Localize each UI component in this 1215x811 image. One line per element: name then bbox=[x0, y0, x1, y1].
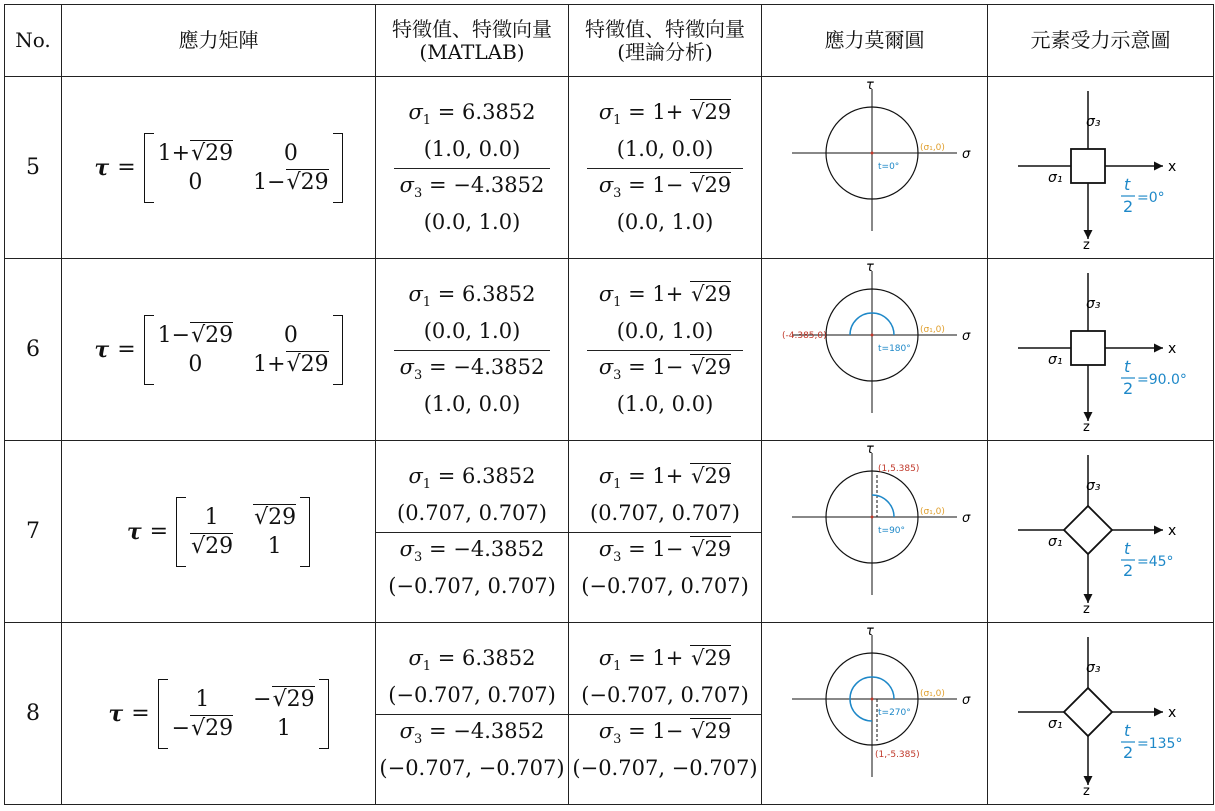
mohr-cell bbox=[762, 259, 988, 441]
matrix-entry: 1−√29 bbox=[157, 322, 234, 348]
tau-axis-label: τ bbox=[866, 80, 874, 93]
tau-axis-label: τ bbox=[866, 262, 874, 275]
matrix-entry: −√29 bbox=[171, 715, 234, 741]
z-axis-label: z bbox=[1083, 237, 1090, 251]
eigenvector-1: (−0.707, 0.707) bbox=[388, 682, 556, 707]
header-element: 元素受力示意圖 bbox=[988, 5, 1214, 77]
matrix-entry: −√29 bbox=[253, 686, 315, 712]
matlab-cell bbox=[376, 259, 569, 441]
mohr-angle-label: t=270° bbox=[878, 707, 911, 718]
th-eigen-block: $\sigma_1 = 1+ √29$ (0.0, 1.0) $\sigma_3 = 1- √29$ (1.0, 0.0) bbox=[569, 277, 761, 423]
matrix-entry: 1 bbox=[267, 533, 282, 559]
t-label: t bbox=[1124, 720, 1131, 740]
element-cell bbox=[988, 623, 1214, 805]
mohr-angle-label: t=180° bbox=[878, 343, 911, 354]
matrix-cell bbox=[62, 623, 376, 805]
eigenvector-3: (−0.707, −0.707) bbox=[572, 755, 758, 780]
tau-axis-label: τ bbox=[866, 626, 874, 639]
matrix-entry: 0 bbox=[188, 351, 203, 377]
matrix-cell bbox=[62, 441, 376, 623]
th-eigen-block: $\sigma_1 = 1+ √29$ (1.0, 0.0) $\sigma_3 = 1- √29$ (0.0, 1.0) bbox=[569, 95, 761, 241]
sigma1-label: σ₁ bbox=[1048, 169, 1063, 186]
mohr-point-label: (σ₁,0) bbox=[920, 324, 945, 335]
sigma-axis-label: σ bbox=[962, 328, 971, 344]
matrix-entry: √29 bbox=[254, 504, 297, 530]
two-label: 2 bbox=[1123, 378, 1134, 398]
header-theory: 特徵值、特徵向量 (理論分析) bbox=[569, 5, 762, 77]
mat-eigen-block: $\sigma_1 = 6.3852$ (0.707, 0.707) $\sigma_3 = -4.3852$ (−0.707, 0.707) bbox=[376, 459, 568, 605]
z-axis-label: z bbox=[1083, 419, 1090, 433]
angle-label: =135° bbox=[1137, 735, 1183, 752]
element-diagram bbox=[988, 445, 1213, 615]
eigenvector-1: (1.0, 0.0) bbox=[616, 136, 714, 161]
mohr-point-label: (σ₁,0) bbox=[920, 688, 945, 699]
stress-table bbox=[4, 4, 1214, 805]
t-label: t bbox=[1124, 538, 1131, 558]
t-label: t bbox=[1124, 174, 1131, 194]
stress-element-box bbox=[1064, 687, 1112, 735]
mohr-point2-label: (1,5.385) bbox=[878, 463, 920, 474]
mat-eigen-block: $\sigma_1 = 6.3852$ (1.0, 0.0) $\sigma_3 = -4.3852$ (0.0, 1.0) bbox=[376, 95, 568, 241]
theory-cell bbox=[569, 441, 762, 623]
matrix-entry: 1−√29 bbox=[253, 169, 329, 195]
eigenvector-3: (1.0, 0.0) bbox=[423, 391, 521, 416]
mohr-point2-label: (-4.385,0) bbox=[782, 330, 827, 341]
matlab-cell bbox=[376, 623, 569, 805]
theory-cell bbox=[569, 259, 762, 441]
matlab-cell bbox=[376, 441, 569, 623]
mohr-point-label: (σ₁,0) bbox=[920, 142, 945, 153]
eigenvector-3: (0.0, 1.0) bbox=[616, 209, 714, 234]
row-number: 6 bbox=[5, 259, 62, 441]
element-diagram bbox=[988, 263, 1213, 433]
matrix-cell bbox=[62, 77, 376, 259]
mohr-point2-label: (1,-5.385) bbox=[875, 749, 920, 760]
stress-element-box bbox=[1071, 331, 1105, 365]
matrix-entry: 0 bbox=[283, 140, 298, 166]
element-cell bbox=[988, 441, 1214, 623]
mohr-angle-label: t=0° bbox=[878, 161, 900, 172]
table-row bbox=[5, 77, 1214, 259]
two-label: 2 bbox=[1123, 742, 1134, 762]
sigma-axis-label: σ bbox=[962, 692, 971, 708]
z-axis-label: z bbox=[1083, 783, 1090, 797]
sigma3-label: σ₃ bbox=[1086, 295, 1101, 312]
sigma1-label: σ₁ bbox=[1048, 715, 1063, 732]
tau-axis-label: τ bbox=[866, 444, 874, 457]
row-number: 5 bbox=[5, 77, 62, 259]
mohr-circle bbox=[762, 263, 987, 433]
table-row bbox=[5, 623, 1214, 805]
x-axis-label: x bbox=[1168, 522, 1177, 539]
mohr-cell bbox=[762, 623, 988, 805]
th-eigen-block: $\sigma_1 = 1+ √29$ (−0.707, 0.707) $\sigma_3 = 1- √29$ (−0.707, −0.707) bbox=[569, 641, 761, 787]
mohr-circle bbox=[762, 627, 987, 797]
row-number: 8 bbox=[5, 623, 62, 805]
header-matlab: 特徵值、特徵向量 (MATLAB) bbox=[376, 5, 569, 77]
th-eigen-block: $\sigma_1 = 1+ √29$ (0.707, 0.707) $\sigma_3 = 1- √29$ (−0.707, 0.707) bbox=[569, 459, 761, 605]
element-diagram bbox=[988, 627, 1213, 797]
eigenvector-1: (0.0, 1.0) bbox=[423, 318, 521, 343]
mohr-angle-label: t=90° bbox=[878, 525, 906, 536]
eigenvector-3: (−0.707, 0.707) bbox=[581, 573, 749, 598]
mohr-cell bbox=[762, 77, 988, 259]
mat-eigen-block: $\sigma_1 = 6.3852$ (−0.707, 0.707) $\sigma_3 = -4.3852$ (−0.707, −0.707) bbox=[376, 641, 568, 787]
matrix-entry: 1+√29 bbox=[253, 351, 329, 377]
sigma-axis-label: σ bbox=[962, 146, 971, 162]
eigenvector-3: (−0.707, −0.707) bbox=[379, 755, 565, 780]
x-axis-label: x bbox=[1168, 158, 1177, 175]
table-row bbox=[5, 441, 1214, 623]
stress-matrix: τ = 1−√29 0 0 1+√29 bbox=[94, 315, 342, 385]
matrix-cell bbox=[62, 259, 376, 441]
mat-eigen-block: $\sigma_1 = 6.3852$ (0.0, 1.0) $\sigma_3 = -4.3852$ (1.0, 0.0) bbox=[376, 277, 568, 423]
x-axis-label: x bbox=[1168, 704, 1177, 721]
eigenvector-1: (0.707, 0.707) bbox=[590, 500, 740, 525]
mohr-circle bbox=[762, 81, 987, 251]
stress-element-box bbox=[1064, 505, 1112, 553]
two-label: 2 bbox=[1123, 196, 1134, 216]
matrix-entry: 1+√29 bbox=[157, 140, 234, 166]
sigma-axis-label: σ bbox=[962, 510, 971, 526]
header-mohr: 應力莫爾圓 bbox=[762, 5, 988, 77]
mohr-circle bbox=[762, 445, 987, 615]
theory-cell bbox=[569, 77, 762, 259]
sigma3-label: σ₃ bbox=[1086, 659, 1101, 676]
element-diagram bbox=[988, 81, 1213, 251]
matrix-entry: 1 bbox=[276, 715, 291, 741]
matrix-entry: 0 bbox=[188, 169, 203, 195]
eigenvector-1: (1.0, 0.0) bbox=[423, 136, 521, 161]
sigma3-label: σ₃ bbox=[1086, 477, 1101, 494]
matrix-entry: 1 bbox=[204, 504, 219, 530]
stress-matrix: τ = 1+√29 0 0 1−√29 bbox=[94, 133, 342, 203]
stress-matrix: τ = 1 −√29 −√29 1 bbox=[108, 679, 328, 749]
matrix-entry: 0 bbox=[283, 322, 298, 348]
eigenvector-1: (0.0, 1.0) bbox=[616, 318, 714, 343]
header-stress-matrix: 應力矩陣 bbox=[62, 5, 376, 77]
sigma1-label: σ₁ bbox=[1048, 533, 1063, 550]
eigenvector-3: (1.0, 0.0) bbox=[616, 391, 714, 416]
eigenvector-1: (0.707, 0.707) bbox=[397, 500, 547, 525]
row-number: 7 bbox=[5, 441, 62, 623]
stress-matrix: τ = 1 √29 √29 1 bbox=[127, 497, 310, 567]
angle-label: =45° bbox=[1137, 553, 1174, 570]
z-axis-label: z bbox=[1083, 601, 1090, 615]
eigenvector-1: (−0.707, 0.707) bbox=[581, 682, 749, 707]
mohr-cell bbox=[762, 441, 988, 623]
theory-cell bbox=[569, 623, 762, 805]
stress-element-box bbox=[1071, 149, 1105, 183]
header-no: No. bbox=[5, 5, 62, 77]
element-cell bbox=[988, 77, 1214, 259]
two-label: 2 bbox=[1123, 560, 1134, 580]
element-cell bbox=[988, 259, 1214, 441]
x-axis-label: x bbox=[1168, 340, 1177, 357]
angle-label: =90.0° bbox=[1137, 371, 1187, 388]
mohr-point-label: (σ₁,0) bbox=[920, 506, 945, 517]
t-label: t bbox=[1124, 356, 1131, 376]
table-row bbox=[5, 259, 1214, 441]
eigenvector-3: (0.0, 1.0) bbox=[423, 209, 521, 234]
sigma3-label: σ₃ bbox=[1086, 113, 1101, 130]
matrix-entry: √29 bbox=[191, 533, 234, 559]
matlab-cell bbox=[376, 77, 569, 259]
sigma1-label: σ₁ bbox=[1048, 351, 1063, 368]
eigenvector-3: (−0.707, 0.707) bbox=[388, 573, 556, 598]
angle-label: =0° bbox=[1137, 189, 1165, 206]
matrix-entry: 1 bbox=[195, 686, 210, 712]
